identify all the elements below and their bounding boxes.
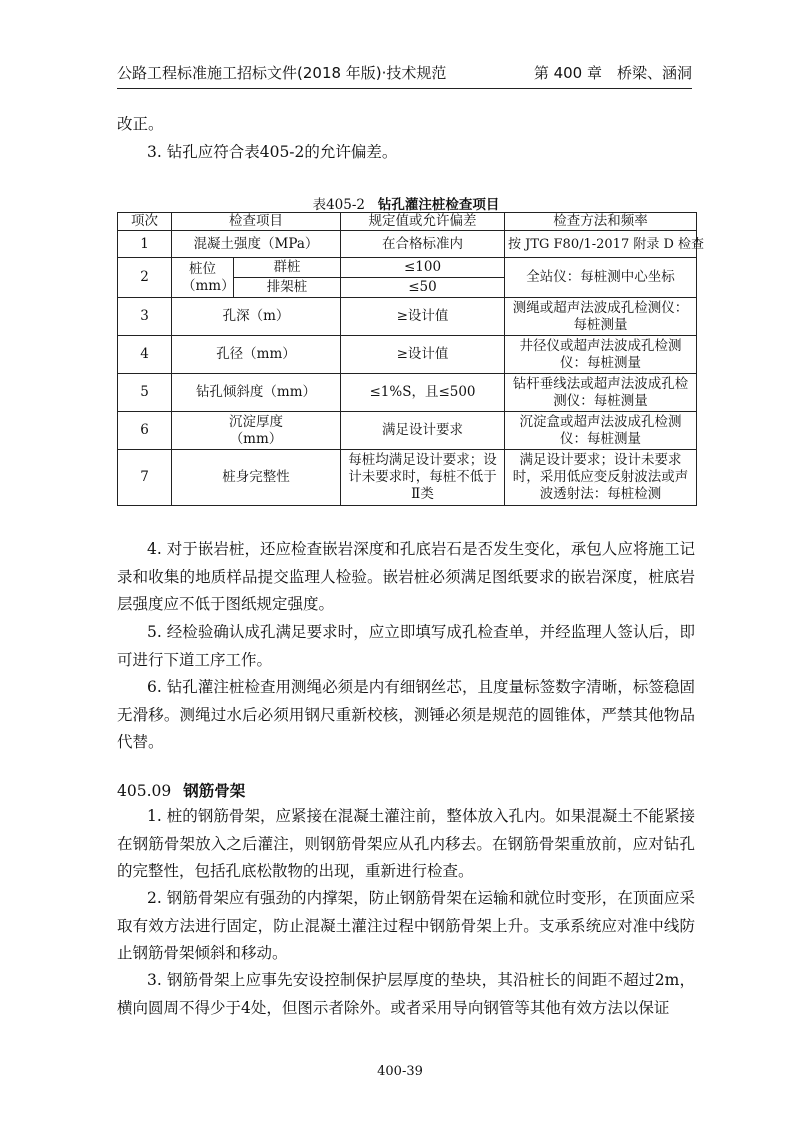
inspection-table (117, 212, 705, 506)
paragraph-item-3: 3. 钻孔应符合表405-2的允许偏差。 (147, 143, 398, 161)
header-cell-item: 检查项目 (172, 213, 341, 231)
cell-method: 测绳或超声法波成孔检测仪：每桩测量 (505, 298, 697, 336)
table-row (118, 412, 697, 450)
header-document-title: 公路工程标准施工招标文件(2018 年版)·技术规范 (117, 64, 447, 82)
table-row (118, 450, 697, 506)
header-chapter-title: 第 400 章 桥梁、涵洞 (533, 64, 692, 82)
header-cell-no: 项次 (118, 213, 172, 231)
cell-value: 满足设计要求 (341, 412, 505, 450)
table-row (118, 374, 697, 412)
cell-subitem: 群桩 (234, 258, 341, 278)
paragraph-continuation: 改正。 (117, 115, 164, 133)
table-caption (117, 193, 695, 213)
paragraph-rebar-1: 1. 桩的钢筋骨架，应紧接在混凝土灌注前，整体放入孔内。如果混凝土不能紧接在钢筋骨架放入之后灌注，则钢筋骨架应从孔内移去。在钢筋骨架重放前，应对钻孔的完整性，包括孔底松散物的出现，重新进行检查。 (117, 807, 695, 880)
cell-item: 孔深（m） (172, 298, 341, 336)
cell-item: 混凝土强度（MPa） (172, 231, 341, 258)
table-row (118, 258, 697, 278)
cell-method: 全站仪：每桩测中心坐标 (505, 258, 697, 298)
table-row (118, 336, 697, 374)
cell-method: 按 JTG F80/1-2017 附录 D 检查 (505, 231, 697, 258)
cell-no: 2 (118, 258, 172, 298)
section-number: 405.09 (117, 782, 172, 800)
cell-no: 7 (118, 450, 172, 506)
table-row (118, 298, 697, 336)
header-cell-value: 规定值或允许偏差 (341, 213, 505, 231)
cell-no: 5 (118, 374, 172, 412)
cell-method: 满足设计要求；设计未要求时，采用低应变反射波法或声波透射法：每桩检测 (505, 450, 697, 506)
cell-no: 1 (118, 231, 172, 258)
cell-method: 沉淀盒或超声法波成孔检测仪：每桩测量 (505, 412, 697, 450)
table-header-row (118, 213, 697, 231)
cell-value: ≤50 (341, 278, 505, 298)
paragraph-rebar-3: 3. 钢筋骨架上应事先安设控制保护层厚度的垫块，其沿桩长的间距不超过2m，横向圆周不得少于4处，但图示者除外。或者采用导向钢管等其他有效方法以保证 (117, 971, 695, 1017)
cell-value: 每桩均满足设计要求；设计未要求时，每桩不低于Ⅱ类 (341, 450, 505, 506)
section-heading (117, 779, 245, 801)
cell-no: 3 (118, 298, 172, 336)
cell-method: 钻杆垂线法或超声法波成孔检测仪：每桩测量 (505, 374, 697, 412)
cell-value: 在合格标准内 (341, 231, 505, 258)
cell-item: 桩位（mm） (172, 258, 234, 298)
cell-item: 孔径（mm） (172, 336, 341, 374)
cell-item: 沉淀厚度（mm） (172, 412, 341, 450)
cell-item: 钻孔倾斜度（mm） (172, 374, 341, 412)
paragraph-item-6: 6. 钻孔灌注桩检查用测绳必须是内有细钢丝芯，且度量标签数字清晰，标签稳固无滑移。测绳过水后必须用钢尺重新校核，测锤必须是规范的圆锥体，严禁其他物品代替。 (117, 678, 695, 751)
cell-value: ≥设计值 (341, 336, 505, 374)
paragraph-item-5: 5. 经检验确认成孔满足要求时，应立即填写成孔检查单，并经监理人签认后，即可进行下道工序工作。 (117, 623, 695, 669)
cell-no: 6 (118, 412, 172, 450)
table-caption-title: 钻孔灌注桩检查项目 (377, 197, 500, 213)
cell-method: 井径仪或超声法波成孔检测仪：每桩测量 (505, 336, 697, 374)
table-row (118, 231, 697, 258)
cell-value: ≥设计值 (341, 298, 505, 336)
cell-value: ≤100 (341, 258, 505, 278)
cell-item: 桩身完整性 (172, 450, 341, 506)
section-title: 钢筋骨架 (183, 782, 246, 800)
cell-value: ≤1%S，且≤500 (341, 374, 505, 412)
cell-no: 4 (118, 336, 172, 374)
cell-subitem: 排架桩 (234, 278, 341, 298)
paragraph-item-4: 4. 对于嵌岩桩，还应检查嵌岩深度和孔底岩石是否发生变化，承包人应将施工记录和收集的地质样品提交监理人检验。嵌岩桩必须满足图纸要求的嵌岩深度，桩底岩层强度应不低于图纸规定强度。 (117, 540, 695, 613)
header-cell-method: 检查方法和频率 (505, 213, 697, 231)
page-header (117, 60, 692, 89)
table-caption-number: 表405-2 (312, 197, 366, 213)
page-number: 400-39 (377, 1064, 423, 1079)
paragraph-rebar-2: 2. 钢筋骨架应有强劲的内撑架，防止钢筋骨架在运输和就位时变形，在顶面应采取有效方法进行固定，防止混凝土灌注过程中钢筋骨架上升。支承系统应对准中线防止钢筋骨架倾斜和移动。 (117, 889, 695, 962)
